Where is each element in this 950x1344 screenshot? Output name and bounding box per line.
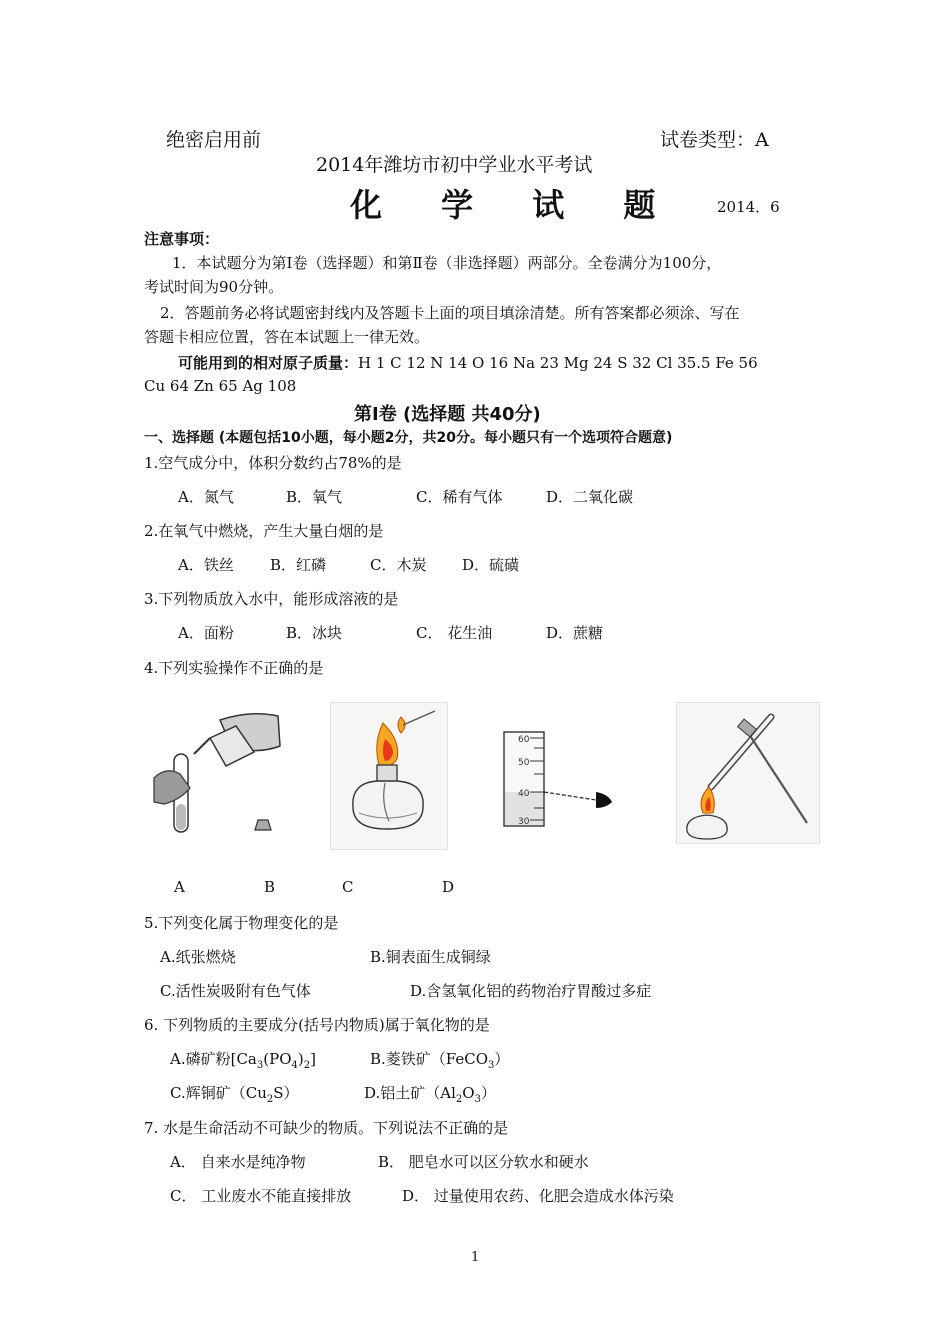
q2-option-a: A．铁丝 (178, 556, 234, 574)
part-title: 一、选择题 (本题包括10小题，每小题2分，共20分。每小题只有一个选项符合题意) (144, 430, 673, 446)
cylinder-tick-50: 50 (518, 758, 530, 768)
cylinder-tick-40: 40 (518, 789, 530, 799)
figure-b-alcohol-lamp (331, 703, 447, 849)
q1-option-c: C．稀有气体 (416, 488, 503, 506)
figure-label-d: D (442, 878, 455, 896)
confidential-label: 绝密启用前 (166, 129, 262, 151)
q5-option-c: C.活性炭吸附有色气体 (160, 982, 311, 1000)
q5-stem: 5.下列变化属于物理变化的是 (144, 914, 339, 932)
notes-item1-line2: 考试时间为90分钟。 (144, 278, 284, 296)
q6-option-d: D.铝土矿$(Al_2O_3)$ (364, 1084, 496, 1105)
q1-option-b: B．氧气 (286, 488, 343, 506)
q2-option-b: B．红磷 (270, 556, 327, 574)
exam-date: 2014．6 (717, 198, 780, 216)
figure-label-a: A (174, 878, 185, 896)
atomic-mass-line1 (178, 352, 758, 373)
q7-stem: 7. 水是生命活动不可缺少的物质。下列说法不正确的是 (144, 1119, 509, 1137)
page-number: 1 (471, 1250, 480, 1265)
figure-label-b: B (264, 878, 276, 896)
q6-option-a: A.磷矿粉$[Ca_3(PO_4)_2]$ (170, 1050, 316, 1071)
q1-stem: 1.空气成分中，体积分数约占78%的是 (144, 454, 402, 472)
q6-stem: 6. 下列物质的主要成分(括号内物质)属于氧化物的是 (144, 1016, 490, 1034)
q5-option-a: A.纸张燃烧 (160, 948, 236, 966)
q2-option-d: D．硫磺 (462, 556, 520, 574)
q7-option-a: A． 自来水是纯净物 (170, 1153, 306, 1171)
q6-option-b: B.菱铁矿（FeCO$_3$） (370, 1050, 510, 1071)
page-title: 化 学 试 题 (350, 186, 680, 224)
figure-b-alcohol-lamp-frame (330, 702, 448, 850)
q1-option-a: A．氮气 (178, 488, 234, 506)
figure-d-heating-test-tube (677, 703, 819, 843)
eye-icon (596, 792, 612, 808)
atomic-mass-values: H 1 C 12 N 14 O 16 Na 23 Mg 24 S 32 Cl 35.5 Fe 56 (358, 354, 758, 372)
figure-c-graduated-cylinder (500, 728, 618, 830)
q3-option-d: D．蔗糖 (546, 624, 604, 642)
q3-option-c: C． 花生油 (416, 624, 493, 642)
notes-item2-line2: 答题卡相应位置，答在本试题上一律无效。 (144, 328, 430, 346)
q4-stem: 4.下列实验操作不正确的是 (144, 659, 324, 677)
section-title: 第Ⅰ卷 (选择题 共40分) (354, 404, 541, 425)
q1-option-d: D．二氧化碳 (546, 488, 634, 506)
exam-name: 2014年潍坊市初中学业水平考试 (316, 154, 593, 176)
q7-option-b: B． 肥皂水可以区分软水和硬水 (378, 1153, 589, 1171)
notes-item1-line1: 1．本试题分为第Ⅰ卷（选择题）和第Ⅱ卷（非选择题）两部分。全卷满分为100分， (172, 254, 722, 272)
notes-heading: 注意事项： (144, 230, 220, 248)
atomic-mass-label: 可能用到的相对原子质量： (178, 354, 359, 372)
notes-item2-line1: 2．答题前务必将试题密封线内及答题卡上面的项目填涂清楚。所有答案都必须涂、写在 (160, 304, 740, 322)
q2-option-c: C．木炭 (370, 556, 427, 574)
q5-option-d: D.含氢氧化铝的药物治疗胃酸过多症 (410, 982, 652, 1000)
q7-option-c: C． 工业废水不能直接排放 (170, 1187, 352, 1205)
q2-stem: 2.在氧气中燃烧，产生大量白烟的是 (144, 522, 384, 540)
figure-d-heating-frame (676, 702, 820, 844)
figure-a-pouring-liquid (150, 708, 285, 836)
q3-option-b: B．冰块 (286, 624, 343, 642)
atomic-mass-line2: Cu 64 Zn 65 Ag 108 (144, 377, 297, 395)
q3-stem: 3.下列物质放入水中，能形成溶液的是 (144, 590, 399, 608)
paper-type-label: 试卷类型：A (660, 129, 769, 151)
q6-option-c: C.辉铜矿$(Cu_2S)$ (170, 1084, 299, 1105)
figure-label-c: C (342, 878, 354, 896)
q5-option-b: B.铜表面生成铜绿 (370, 948, 491, 966)
cylinder-tick-60: 60 (518, 735, 530, 745)
q3-option-a: A．面粉 (178, 624, 234, 642)
q7-option-d: D． 过量使用农药、化肥会造成水体污染 (402, 1187, 674, 1205)
cylinder-tick-30: 30 (518, 817, 530, 827)
